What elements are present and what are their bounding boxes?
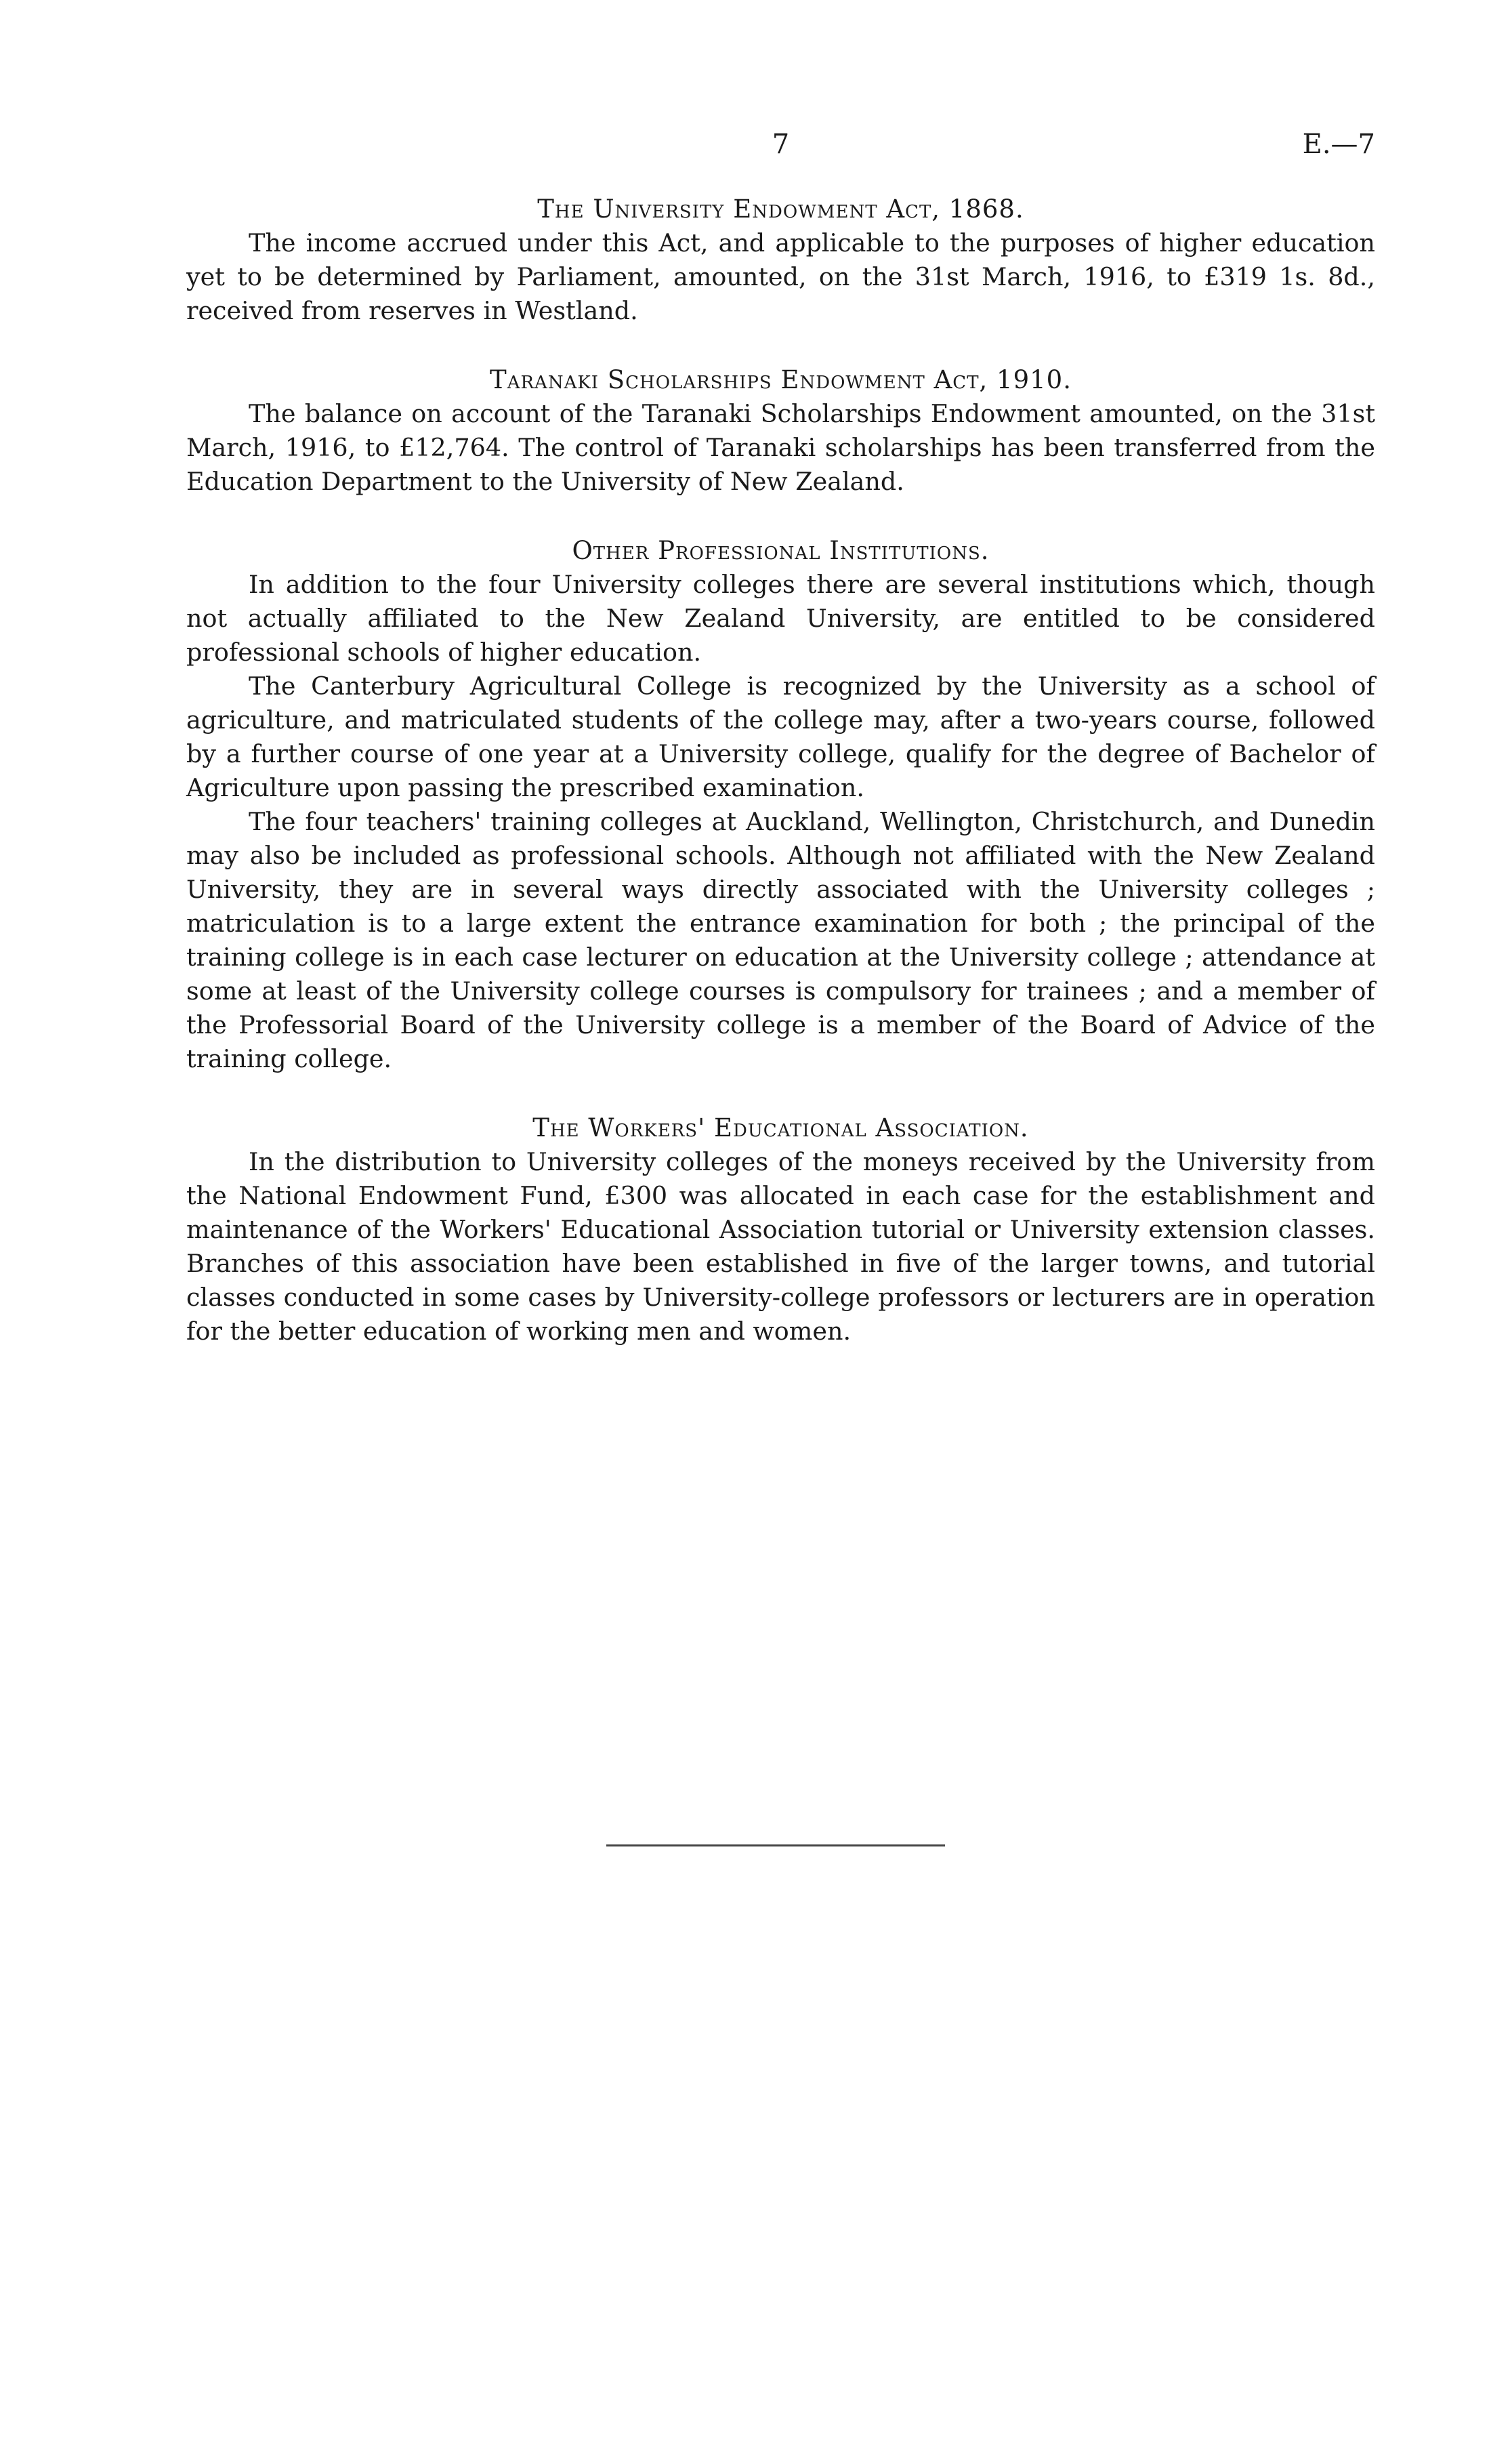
paragraph: The balance on account of the Taranaki Scholarships Endowment amounted, on the 31st March, 1916, to £12,764. The control of Taranaki scholarships has been transferred from the Education Department to the University of New Zealand.: [186, 399, 1375, 496]
section-heading: The Workers' Educational Association.: [532, 1113, 1029, 1142]
section-university-endowment-act: [186, 192, 1375, 328]
page-header: [186, 129, 1375, 169]
section-heading: Other Professional Institutions.: [572, 536, 990, 565]
section-workers-educational-association: [186, 1111, 1375, 1348]
body-text: [186, 192, 1375, 1348]
section-heading: Taranaki Scholarships Endowment Act, 1910.: [490, 365, 1072, 394]
paragraph: In addition to the four University colleges there are several institutions which, though not actually affiliated to the New Zealand University, are entitled to be considered professional schools of higher education.: [186, 570, 1375, 667]
document-reference: E.—7: [1302, 129, 1375, 160]
section-taranaki-scholarships: [186, 363, 1375, 499]
section-other-professional-institutions: [186, 534, 1375, 1076]
section-heading: The University Endowment Act, 1868.: [537, 194, 1024, 224]
closing-rule: [606, 1844, 945, 1846]
paragraph: In the distribution to University colleges of the moneys received by the University from the National Endowment Fund, £300 was allocated in each case for the establishment and maintenance of the Workers' Educational Association tutorial or University extension classes. Branches of this association have been established in five of the larger towns, and tutorial classes conducted in some cases by University-college professors or lecturers are in operation for the better education of working men and women.: [186, 1147, 1375, 1346]
paragraph: The income accrued under this Act, and applicable to the purposes of higher education yet to be determined by Parliament, amounted, on the 31st March, 1916, to £319 1s. 8d., received from reserves in Westland.: [186, 228, 1375, 325]
paragraph: The Canterbury Agricultural College is recognized by the University as a school of agriculture, and matriculated students of the college may, after a two-years course, followed by a further course of one year at a University college, qualify for the degree of Bachelor of Agriculture upon passing the prescribed examination.: [186, 672, 1375, 802]
paragraph: The four teachers' training colleges at Auckland, Wellington, Christchurch, and Dunedin may also be included as professional schools. Although not affiliated with the New Zealand University, they are in several ways directly associated with the University colleges ; matriculation is to a large extent the entrance examination for both ; the principal of the training college is in each case lecturer on education at the University college ; attendance at some at least of the University college courses is compulsory for trainees ; and a member of the Professorial Board of the University college is a member of the Board of Advice of the training college.: [186, 807, 1375, 1073]
page-number: 7: [772, 129, 790, 160]
